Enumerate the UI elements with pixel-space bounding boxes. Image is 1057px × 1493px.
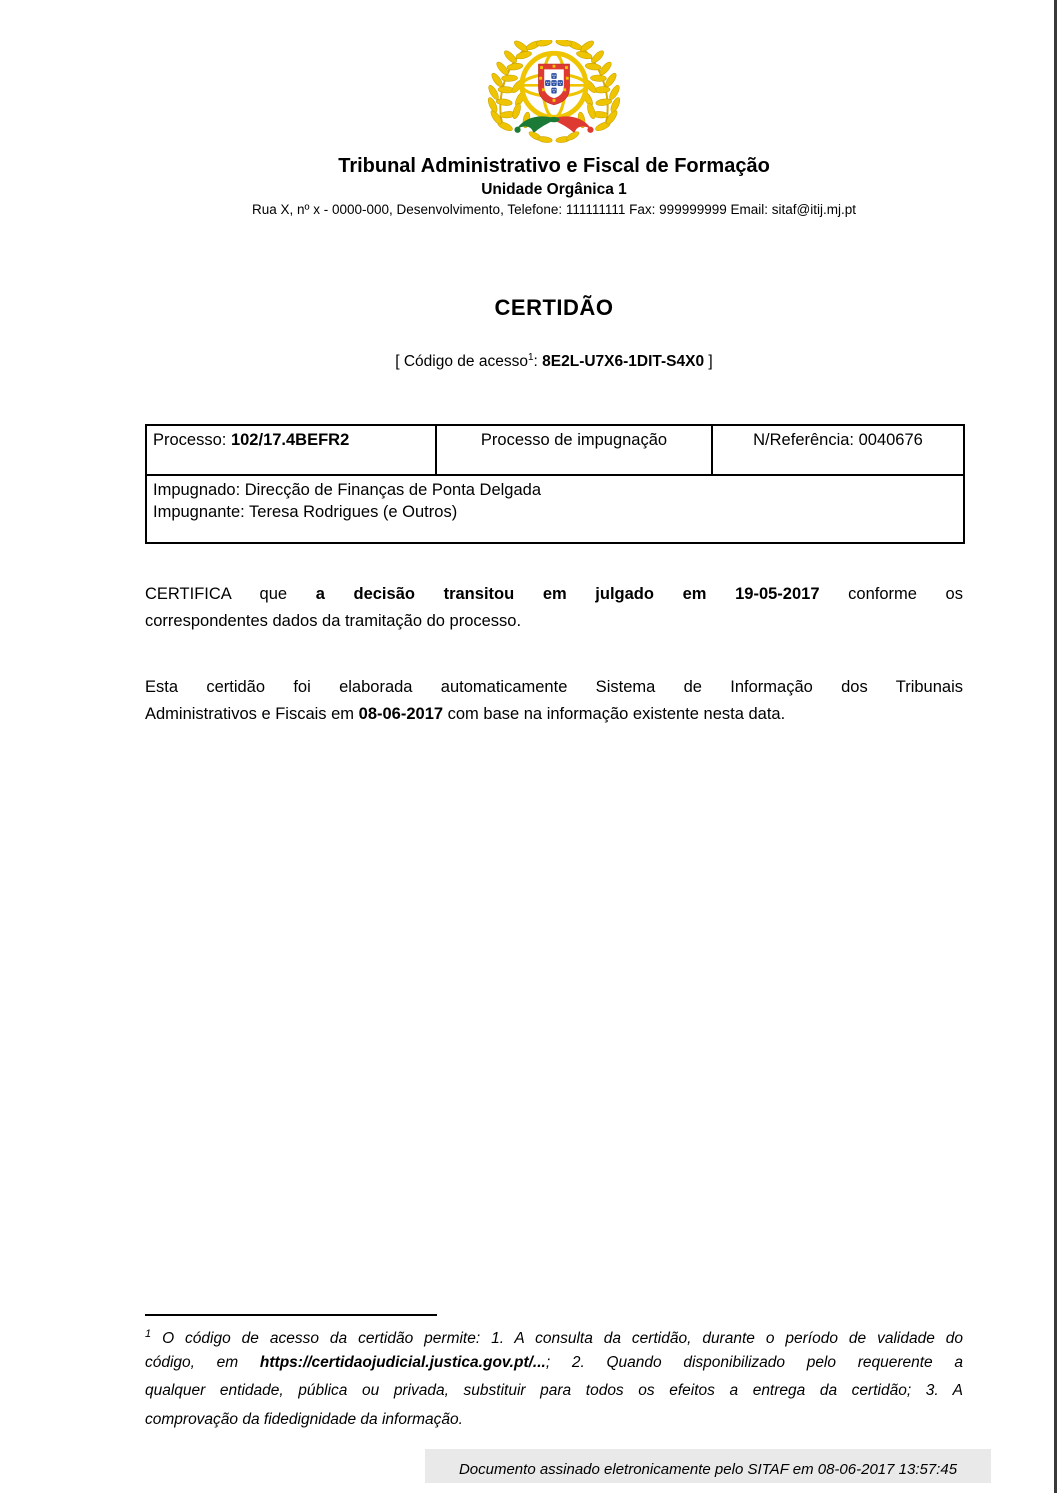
organic-unit: Unidade Orgânica 1 — [481, 181, 627, 198]
access-code-colon: : — [533, 353, 543, 371]
elaborada-line-2 — [145, 701, 963, 728]
certidao-url: https://certidaojudicial.justica.gov.pt/... — [259, 1353, 546, 1371]
document-title: CERTIDÃO — [494, 295, 614, 320]
footnote-marker: 1 — [145, 1328, 152, 1340]
footnote-separator — [145, 1314, 437, 1316]
certifica-line-2: correspondentes dados da tramitação do processo. — [145, 612, 522, 630]
access-code-footnote-ref: 1 — [527, 352, 534, 363]
transit-date-bold: a decisão transitou em julgado em 19-05-2017 — [315, 585, 820, 603]
elaborada-text: com base na informação existente nesta data. — [443, 705, 786, 723]
processo-number: 102/17.4BEFR2 — [230, 431, 350, 449]
footnote-text: ; 2. Quando disponibilizado pelo requerente a — [545, 1353, 963, 1371]
elaborada-paragraph — [145, 674, 963, 728]
footnote-line-4: comprovação da fidedignidade da informação. — [145, 1410, 463, 1428]
table-row — [146, 475, 964, 543]
electronic-signature-bar — [425, 1449, 991, 1483]
footnote-block — [145, 1314, 963, 1434]
letterhead — [145, 40, 963, 218]
processo-label: Processo: — [153, 431, 231, 449]
footnote-text: código, em — [145, 1353, 260, 1371]
certifica-line-1 — [145, 581, 963, 608]
process-type-cell: Processo de impugnação — [436, 425, 712, 475]
portugal-coat-of-arms-icon — [478, 40, 630, 152]
footnote-line-3: qualquer entidade, pública ou privada, substituir para todos os efeitos a entrega da certidão; 3. A — [145, 1382, 963, 1399]
access-code-line — [145, 352, 963, 371]
certifica-paragraph — [145, 581, 963, 635]
case-info-table — [145, 424, 965, 544]
certifica-text: CERTIFICA que — [145, 585, 316, 603]
impugnado-line: Impugnado: Direcção de Finanças de Ponta Delgada — [153, 481, 541, 499]
access-code-close: ] — [704, 353, 713, 371]
footnote-line-2 — [145, 1349, 963, 1378]
processo-cell — [146, 425, 436, 475]
emission-date-bold: 08-06-2017 — [358, 705, 444, 723]
impugnante-line: Impugnante: Teresa Rodrigues (e Outros) — [153, 503, 458, 521]
court-address: Rua X, nº x - 0000-000, Desenvolvimento, Telefone: 111111111 Fax: 999999999 Email: sitaf@itij.mj.pt — [252, 202, 856, 217]
footnote-text: O código de acesso da certidão permite: 1. A consulta da certidão, durante o período de validade do — [151, 1330, 963, 1348]
reference-cell: N/Referência: 0040676 — [712, 425, 964, 475]
certifica-text: conforme os — [819, 585, 963, 603]
access-code-open: [ Código de acesso — [395, 353, 528, 371]
signature-text: Documento assinado eletronicamente pelo SITAF em 08-06-2017 13:57:45 — [458, 1461, 958, 1478]
elaborada-text: Administrativos e Fiscais em — [145, 705, 359, 723]
parties-cell — [146, 475, 964, 543]
footnote-line-1 — [145, 1320, 963, 1349]
table-row — [146, 425, 964, 475]
elaborada-line-1: Esta certidão foi elaborada automaticamente Sistema de Informação dos Tribunais — [145, 678, 963, 696]
access-code-value: 8E2L-U7X6-1DIT-S4X0 — [542, 353, 705, 371]
court-name: Tribunal Administrativo e Fiscal de Formação — [338, 155, 770, 177]
